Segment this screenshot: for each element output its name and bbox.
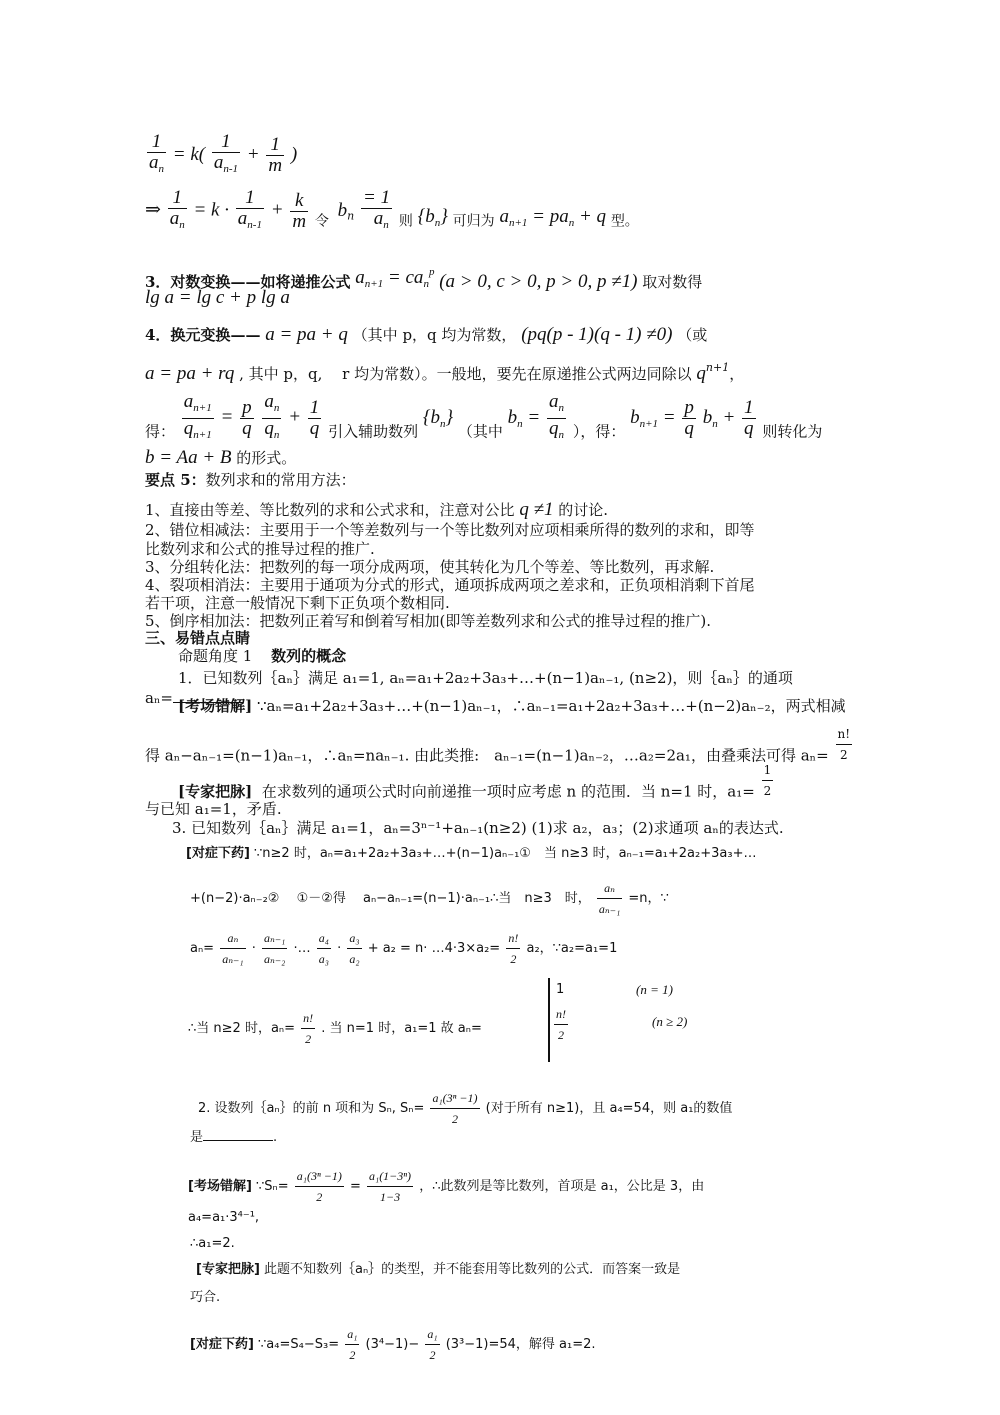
fraction: $\frac{1}{q}$ [744, 397, 754, 439]
problem-2-line-2: 是 . [190, 1130, 278, 1145]
cure-line-3 [190, 928, 617, 969]
formula-text: = k · [193, 199, 229, 221]
fraction: $\frac{a_n}{q_n}$ [264, 391, 280, 441]
formula-text: (pq(p - 1)(q - 1) ≠0) [521, 324, 673, 345]
expert-note [178, 760, 775, 802]
text: · [251, 941, 256, 956]
wrong-solution [178, 696, 846, 716]
formula-text: = k( [172, 143, 206, 165]
case-1-value: 1 [556, 982, 565, 997]
arrow-icon: ⇒ [145, 199, 161, 221]
fraction: $\frac{n!}{2}$ [506, 928, 520, 969]
formula-text: a [499, 205, 509, 227]
text: + a₂ = n· [367, 941, 428, 956]
text: 此题不知数列｛aₙ｝的类型，并不能套用等比数列的公式．而答案一致是 [264, 1262, 681, 1277]
text: aₙ= [145, 689, 174, 707]
problem-1: 1．已知数列｛aₙ｝满足 a₁=1, aₙ=a₁+2a₂+3a₃+…+(n−1)aₙ₋₁, (n≥2)，则｛aₙ｝的通项 [178, 669, 793, 687]
formula-text: q ≠1 [519, 499, 554, 520]
fraction: $\frac{\text{a₄}}{\text{a₃}}$ [317, 928, 331, 969]
fraction: $\frac{k}{m}$ [292, 190, 307, 232]
cure-line-2 [190, 878, 669, 919]
fraction: $\frac{p}{q}$ [684, 397, 694, 439]
substitution-line [145, 325, 707, 345]
text: ∴当 n≥2 时，aₙ= [188, 1021, 295, 1036]
text: 数列求和的常用方法： [205, 471, 356, 489]
problem-3: 3. 已知数列｛aₙ｝满足 a₁=1，aₙ=3ⁿ⁻¹+aₙ₋₁(n≥2) (1)求 a₂，a₃；(2)求通项 aₙ的表达式. [172, 819, 784, 837]
text: ，∴此数列是等比数列，首项是 a₁，公比是 3，由 [419, 1179, 705, 1194]
text: ∵aₙ=a₁+2a₂+3a₃+…+(n−1)aₙ₋₁，∴aₙ₋₁=a₁+2a₂+3a₃+…+(n−2)aₙ₋₂，两式相减 [256, 697, 846, 715]
fraction: $\frac{\text{a₃}}{\text{a₂}}$ [347, 928, 361, 969]
fraction: $\frac{1}{q}$ [309, 397, 320, 439]
formula-text: b [337, 199, 348, 221]
formula-text: (a > 0, c > 0, p > 0, p ≠1) [439, 271, 638, 292]
text: 得 aₙ−aₙ₋₁=(n−1)aₙ₋₁，∴aₙ=naₙ₋₁. 由此类推: aₙ₋₁=(n−1)aₙ₋₂，…a₂=2a₁，由叠乘法可得 aₙ= [145, 746, 829, 765]
point5-item: 若干项，注意一般情况下剩下正负项个数相同. [145, 594, 450, 612]
wrong-solution-2 [188, 1166, 704, 1207]
section-title: 三、易错点点睛 [145, 629, 251, 647]
fraction: $\frac{n!}{2}$ [554, 1004, 568, 1045]
fraction: $\frac{\text{a₁(3ⁿ −1)}}{2}$ [295, 1166, 344, 1207]
fraction: $\frac{\text{aₙ}}{\text{aₙ₋₁}}$ [597, 878, 622, 919]
text: (3³−1)=54，解得 a₁=2. [445, 1337, 596, 1352]
formula-text: 可归为 [452, 213, 495, 230]
text: 命题角度 1 [178, 647, 253, 665]
angle-line [178, 646, 346, 666]
problem-2 [198, 1088, 732, 1129]
fraction: $\frac{a_n}{q_n}$ [549, 391, 565, 441]
formula-2: ⇒ $\frac{1}{a_n}$ = k · $\frac{1}{a_{n-1}}$ + $\frac{k}{m}$ 令 $b_n$ $\frac{= 1}{a_n}$ 则 $\{b_n\}$ 可归为 $a_{n+1} = pa_n + q$ 型。 [145, 188, 639, 235]
point5-title [145, 470, 356, 490]
formula-text: a [355, 267, 365, 288]
text: 引入辅助数列 [328, 422, 419, 441]
fraction: $\frac{n!}{2}$ [836, 724, 853, 765]
section-label: 要点 5： [145, 471, 206, 489]
fraction: $\frac{\text{a₁}}{2}$ [425, 1324, 439, 1365]
text: （或 [677, 326, 708, 344]
formula-text: {b [417, 205, 435, 227]
fraction: $\frac{= 1}{a_n}$ [363, 187, 391, 231]
fraction: $\frac{\text{a₁(3ⁿ −1)}}{2}$ [430, 1088, 479, 1129]
fraction: $\frac{a_{n+1}}{q_{n+1}}$ [183, 391, 212, 441]
fraction: $\frac{1}{m}$ [268, 134, 283, 176]
text: 得： [145, 422, 176, 441]
text: （其中 [457, 422, 503, 441]
point5-item: 4、裂项相消法：主要用于通项为分式的形式，通项拆成两项之差求和，正负项相消剩下首尾 [145, 576, 755, 594]
fraction: $\frac{\text{aₙ}}{\text{aₙ₋₁}}$ [220, 928, 245, 969]
text: , 其中 p，q, r 均为常数）。一般地，要先在原递推公式两边同除以 [239, 365, 692, 383]
fraction: $\frac{1}{a_n}$ [169, 187, 185, 231]
answer-blank [203, 1128, 273, 1141]
section-label: 4．换元变换—— [145, 326, 261, 344]
text: ∵Sₙ= [256, 1179, 289, 1194]
text: （其中 p，q 均为常数， [352, 326, 517, 344]
formula-text: a = pa + q [265, 324, 348, 345]
fraction: $\frac{1}{a_{n-1}}$ [213, 131, 239, 175]
expert-note-2-line-2: 巧合. [190, 1290, 221, 1305]
text: · [337, 941, 342, 956]
formula-1 [145, 132, 297, 179]
formula-text: 则 [398, 213, 413, 230]
case-2-value [552, 1004, 570, 1045]
fraction: $\frac{1}{a_{n-1}}$ [237, 187, 262, 231]
formula-text: q [696, 363, 706, 384]
point5-item [145, 500, 608, 520]
text: 则转化为 [762, 422, 823, 441]
fraction: $\frac{\text{aₙ₋₁}}{\text{aₙ₋₂}}$ [262, 928, 287, 969]
text: aₙ= [190, 941, 215, 956]
fraction: $\frac{n!}{2}$ [301, 1008, 315, 1049]
section-label: 3．对数变换——如将递推公式 [145, 273, 351, 291]
fraction: $\frac{1}{2}$ [762, 760, 774, 801]
text: = [349, 1179, 361, 1194]
text: 1、直接由等差、等比数列的求和公式求和，注意对公比 [145, 501, 515, 519]
wrong-solution-2-line-2: a₄=a₁·3⁴⁻¹, [188, 1210, 260, 1225]
point5-item: 比数列求和公式的推导过程的推广. [145, 540, 375, 558]
formula-text: 令 [314, 213, 329, 230]
text: ），得： [572, 422, 626, 441]
tag: [对症下药] [190, 1337, 254, 1352]
text: 的形式。 [236, 449, 297, 467]
text: +(n−2)·aₙ₋₂② ①－②得 aₙ−aₙ₋₁=(n−1)·aₙ₋₁∴当 n≥3 时， [190, 891, 591, 906]
substitution-line-2: a = pa + rq , 其中 p，q, r 均为常数）。一般地，要先在原递推公式两边同除以 $q^{n+1}$， [145, 361, 745, 384]
point5-item: 5、倒序相加法：把数列正着写和倒着写相加(即等差数列求和公式的推导过程的推广). [145, 612, 712, 630]
tag: [专家把脉] [196, 1262, 260, 1277]
log-transform-line: 3．对数变换——如将递推公式 $a_{n+1} = ca_n^p$ (a > 0, c > 0, p > 0, p ≠1) 取对数得 [145, 266, 703, 292]
text: 的讨论. [558, 501, 609, 519]
formula-text: 型。 [610, 213, 639, 230]
tag: [对症下药] [186, 846, 250, 861]
substitution-line-3: 得： $\frac{a_{n+1}}{q_{n+1}}$ = $\frac{p}{q}$ $\frac{a_n}{q_n}$ + $\frac{1}{q}$ 引入辅助数列 $\{b_n\}$ （其中 $b_n$ = $\frac{a_n}{q_n}$ ），得： $b_{n+1}$ = $\frac{p}{q}$ $b_n$ + $\frac{1}{q}$ 则转化为 [145, 392, 822, 445]
wrong-solution-2-line-3: ∴a₁=2. [190, 1236, 235, 1251]
point5-item: 2、错位相减法：主要用于一个等差数列与一个等比数列对应项相乘所得的数列的求和，即等 [145, 521, 755, 539]
fraction: $\frac{p}{q}$ [242, 397, 252, 439]
formula-text: b = Aa + B [145, 447, 232, 468]
fraction: $\frac{\text{a₁(1−3ⁿ)}}{1-3}$ [367, 1166, 413, 1207]
text: 数列的概念 [271, 647, 347, 665]
cure-2 [190, 1324, 596, 1365]
substitution-line-4 [145, 448, 296, 468]
text: 在求数列的通项公式时向前递推一项时应考虑 n 的范围．当 n=1 时，a₁= [261, 782, 755, 801]
text: ∵n≥2 时，aₙ=a₁+2a₂+3a₃+…+(n−1)aₙ₋₁① 当 n≥3 时，aₙ₋₁=a₁+2a₂+3a₃+… [254, 846, 757, 861]
cases-brace [548, 978, 550, 1062]
text: ∵a₄=S₄−S₃= [258, 1337, 340, 1352]
text: …4·3×a₂= [431, 941, 501, 956]
cure-line-1 [186, 844, 756, 864]
fraction: $\frac{\text{a₁}}{2}$ [345, 1324, 359, 1365]
fraction: $\frac{1}{a_n}$ [149, 131, 164, 175]
tag: [考场错解] [178, 697, 253, 715]
text: . 当 n=1 时，a₁=1 故 aₙ= [321, 1021, 482, 1036]
text: (3⁴−1)− [365, 1337, 420, 1352]
cure-line-4 [188, 1008, 482, 1049]
case-2-condition: (n ≥ 2) [652, 1014, 688, 1029]
text: 2. 设数列｛aₙ｝的前 n 项和为 Sₙ, Sₙ= [198, 1101, 425, 1116]
formula-text: lg a = lg c + p lg a [145, 287, 290, 308]
text: 是 [190, 1130, 204, 1145]
text: ·… [293, 941, 311, 956]
expert-note-2 [196, 1260, 680, 1280]
formula-text: ) [290, 143, 298, 165]
expert-note-line-2: 与已知 a₁=1，矛盾. [145, 800, 282, 818]
log-result [145, 288, 290, 308]
case-1-condition: (n = 1) [636, 982, 673, 997]
formula-text: + [246, 143, 260, 165]
text: 取对数得 [642, 273, 703, 291]
text: (对于所有 n≥1)，且 a₄=54，则 a₁的数值 [485, 1101, 733, 1116]
text: =n，∵ [628, 891, 669, 906]
tag: [专家把脉] [178, 782, 253, 801]
formula-text: a = pa + rq [145, 363, 235, 384]
tag: [考场错解] [188, 1179, 252, 1194]
text: a₂，∵a₂=a₁=1 [526, 941, 618, 956]
point5-item: 3、分组转化法：把数列的每一项分成两项，使其转化为几个等差、等比数列，再求解. [145, 558, 715, 576]
